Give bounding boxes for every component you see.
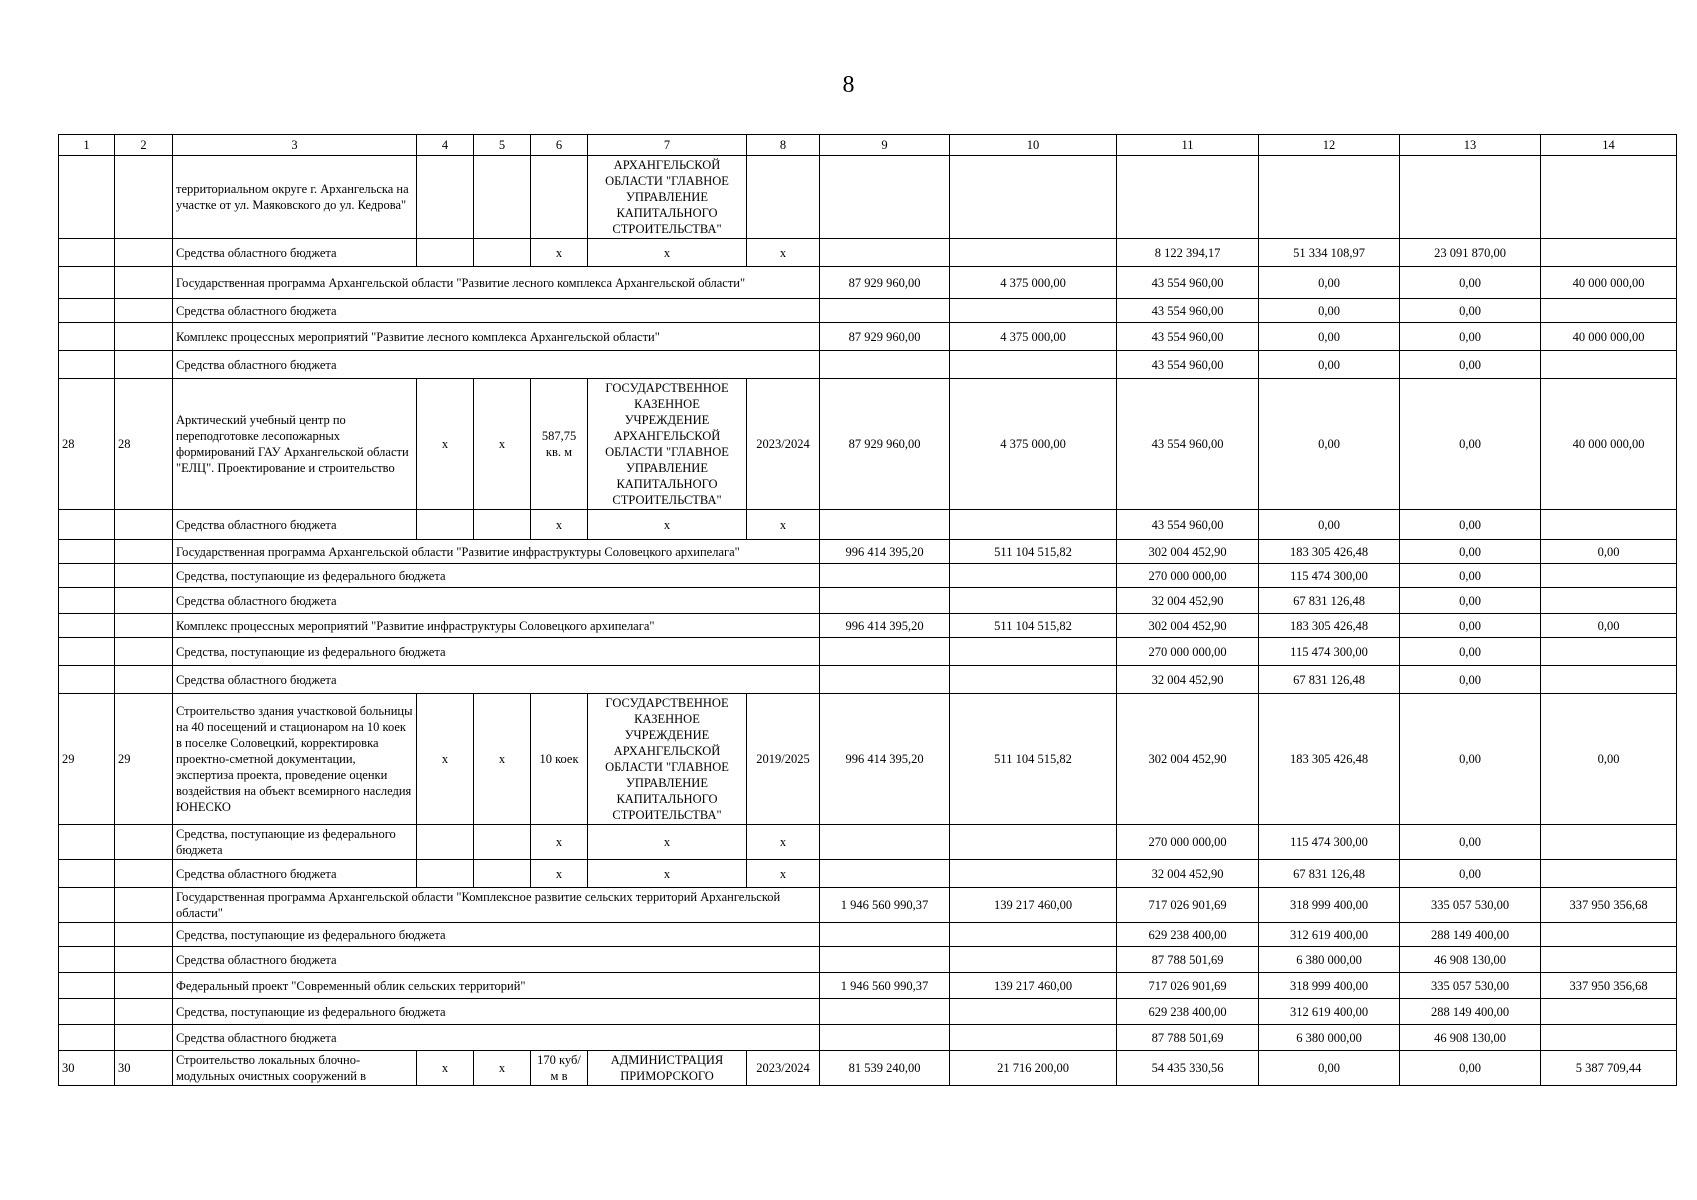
cell-col-4	[417, 156, 474, 239]
cell-col-7: ГОСУДАРСТВЕННОЕ КАЗЕННОЕ УЧРЕЖДЕНИЕ АРХАНГЕЛЬСКОЙ ОБЛАСТИ "ГЛАВНОЕ УПРАВЛЕНИЕ КАПИТАЛЬНОГО СТРОИТЕЛЬСТВА"	[588, 694, 747, 825]
cell-col-2	[115, 588, 173, 614]
cell-col-13: 0,00	[1400, 666, 1541, 694]
cell-col-11: 54 435 330,56	[1117, 1051, 1259, 1086]
cell-col-11: 43 554 960,00	[1117, 323, 1259, 351]
cell-col-10	[950, 999, 1117, 1025]
column-header-14: 14	[1541, 135, 1677, 156]
cell-col-9	[820, 588, 950, 614]
cell-col-12: 312 619 400,00	[1259, 999, 1400, 1025]
table-row	[59, 239, 1677, 267]
cell-col-13: 0,00	[1400, 323, 1541, 351]
cell-col-14	[1541, 923, 1677, 947]
cell-col-12: 115 474 300,00	[1259, 564, 1400, 588]
column-header-11: 11	[1117, 135, 1259, 156]
cell-col-2	[115, 973, 173, 999]
cell-col-14: 40 000 000,00	[1541, 379, 1677, 510]
cell-col-11: 43 554 960,00	[1117, 379, 1259, 510]
table-row	[59, 973, 1677, 999]
cell-col-13: 0,00	[1400, 614, 1541, 638]
cell-col-11: 302 004 452,90	[1117, 540, 1259, 564]
cell-col-14	[1541, 947, 1677, 973]
cell-col-1	[59, 638, 115, 666]
cell-col-9	[820, 923, 950, 947]
cell-col-11: 8 122 394,17	[1117, 239, 1259, 267]
cell-col-10	[950, 564, 1117, 588]
cell-col-4	[417, 825, 474, 860]
cell-col-1	[59, 1025, 115, 1051]
cell-col-12: 115 474 300,00	[1259, 825, 1400, 860]
column-header-4: 4	[417, 135, 474, 156]
cell-col-13: 46 908 130,00	[1400, 947, 1541, 973]
cell-col-12	[1259, 156, 1400, 239]
cell-col-12: 0,00	[1259, 299, 1400, 323]
cell-col-9: 996 414 395,20	[820, 540, 950, 564]
cell-col-3: Комплекс процессных мероприятий "Развитие инфраструктуры Соловецкого архипелага"	[173, 614, 820, 638]
cell-col-13: 288 149 400,00	[1400, 999, 1541, 1025]
cell-col-3: Государственная программа Архангельской области "Развитие лесного комплекса Архангельской области"	[173, 267, 820, 299]
cell-col-1: 28	[59, 379, 115, 510]
cell-col-8	[747, 156, 820, 239]
cell-col-12: 67 831 126,48	[1259, 588, 1400, 614]
cell-col-5	[474, 239, 531, 267]
cell-col-9: 81 539 240,00	[820, 1051, 950, 1086]
column-header-6: 6	[531, 135, 588, 156]
cell-col-6	[531, 156, 588, 239]
cell-col-11	[1117, 156, 1259, 239]
cell-col-5	[474, 860, 531, 888]
table-row	[59, 666, 1677, 694]
cell-col-10	[950, 666, 1117, 694]
cell-col-6: 587,75 кв. м	[531, 379, 588, 510]
table-row	[59, 1051, 1677, 1086]
cell-col-5: х	[474, 1051, 531, 1086]
cell-col-6: х	[531, 825, 588, 860]
cell-col-10	[950, 239, 1117, 267]
cell-col-11: 270 000 000,00	[1117, 825, 1259, 860]
cell-col-14: 0,00	[1541, 614, 1677, 638]
cell-col-14	[1541, 825, 1677, 860]
page-number: 8	[842, 72, 855, 98]
cell-col-7: АРХАНГЕЛЬСКОЙ ОБЛАСТИ "ГЛАВНОЕ УПРАВЛЕНИЕ КАПИТАЛЬНОГО СТРОИТЕЛЬСТВА"	[588, 156, 747, 239]
cell-col-9	[820, 351, 950, 379]
cell-col-11: 43 554 960,00	[1117, 299, 1259, 323]
cell-col-2: 30	[115, 1051, 173, 1086]
cell-col-12: 115 474 300,00	[1259, 638, 1400, 666]
cell-col-14: 337 950 356,68	[1541, 888, 1677, 923]
column-header-13: 13	[1400, 135, 1541, 156]
cell-col-14: 0,00	[1541, 694, 1677, 825]
cell-col-9: 996 414 395,20	[820, 614, 950, 638]
cell-col-11: 43 554 960,00	[1117, 510, 1259, 540]
cell-col-10	[950, 947, 1117, 973]
cell-col-11: 270 000 000,00	[1117, 638, 1259, 666]
cell-col-14	[1541, 666, 1677, 694]
cell-col-2	[115, 323, 173, 351]
cell-col-8: 2019/2025	[747, 694, 820, 825]
cell-col-10	[950, 299, 1117, 323]
cell-col-1: 29	[59, 694, 115, 825]
cell-col-12: 51 334 108,97	[1259, 239, 1400, 267]
cell-col-2	[115, 239, 173, 267]
cell-col-10	[950, 825, 1117, 860]
column-header-3: 3	[173, 135, 417, 156]
cell-col-3: Средства областного бюджета	[173, 351, 820, 379]
cell-col-12: 183 305 426,48	[1259, 540, 1400, 564]
table-row	[59, 888, 1677, 923]
cell-col-10	[950, 860, 1117, 888]
cell-col-9: 1 946 560 990,37	[820, 973, 950, 999]
cell-col-12: 0,00	[1259, 379, 1400, 510]
table-row	[59, 638, 1677, 666]
cell-col-3: Средства, поступающие из федерального бюджета	[173, 999, 820, 1025]
cell-col-14	[1541, 299, 1677, 323]
cell-col-14	[1541, 239, 1677, 267]
cell-col-9	[820, 299, 950, 323]
cell-col-1	[59, 923, 115, 947]
table-row	[59, 999, 1677, 1025]
cell-col-1	[59, 351, 115, 379]
cell-col-1	[59, 973, 115, 999]
cell-col-3: Средства, поступающие из федерального бюджета	[173, 638, 820, 666]
cell-col-3: Средства областного бюджета	[173, 239, 417, 267]
cell-col-12: 312 619 400,00	[1259, 923, 1400, 947]
cell-col-12: 183 305 426,48	[1259, 694, 1400, 825]
cell-col-12: 318 999 400,00	[1259, 973, 1400, 999]
cell-col-13: 0,00	[1400, 510, 1541, 540]
cell-col-9: 1 946 560 990,37	[820, 888, 950, 923]
cell-col-14	[1541, 860, 1677, 888]
cell-col-11: 87 788 501,69	[1117, 947, 1259, 973]
cell-col-13: 0,00	[1400, 299, 1541, 323]
cell-col-1: 30	[59, 1051, 115, 1086]
cell-col-3: Средства областного бюджета	[173, 1025, 820, 1051]
cell-col-8: х	[747, 825, 820, 860]
cell-col-10: 21 716 200,00	[950, 1051, 1117, 1086]
cell-col-10	[950, 156, 1117, 239]
cell-col-9	[820, 510, 950, 540]
table-row	[59, 323, 1677, 351]
cell-col-3: Средства областного бюджета	[173, 860, 417, 888]
cell-col-9: 87 929 960,00	[820, 323, 950, 351]
cell-col-2	[115, 351, 173, 379]
cell-col-7: х	[588, 860, 747, 888]
cell-col-13: 0,00	[1400, 825, 1541, 860]
cell-col-2: 29	[115, 694, 173, 825]
cell-col-5	[474, 510, 531, 540]
cell-col-13: 288 149 400,00	[1400, 923, 1541, 947]
table-row	[59, 923, 1677, 947]
cell-col-9: 87 929 960,00	[820, 379, 950, 510]
cell-col-8: х	[747, 239, 820, 267]
cell-col-10	[950, 923, 1117, 947]
cell-col-9	[820, 239, 950, 267]
cell-col-10: 4 375 000,00	[950, 379, 1117, 510]
cell-col-4	[417, 510, 474, 540]
cell-col-13: 0,00	[1400, 379, 1541, 510]
cell-col-14	[1541, 564, 1677, 588]
cell-col-2	[115, 999, 173, 1025]
cell-col-14: 0,00	[1541, 540, 1677, 564]
cell-col-3: Средства областного бюджета	[173, 588, 820, 614]
cell-col-7: х	[588, 825, 747, 860]
cell-col-12: 318 999 400,00	[1259, 888, 1400, 923]
cell-col-12: 0,00	[1259, 1051, 1400, 1086]
column-header-12: 12	[1259, 135, 1400, 156]
cell-col-5: х	[474, 379, 531, 510]
cell-col-8: х	[747, 510, 820, 540]
cell-col-9	[820, 860, 950, 888]
cell-col-12: 0,00	[1259, 323, 1400, 351]
cell-col-1	[59, 239, 115, 267]
cell-col-10: 511 104 515,82	[950, 614, 1117, 638]
cell-col-14	[1541, 351, 1677, 379]
cell-col-12: 6 380 000,00	[1259, 1025, 1400, 1051]
cell-col-14	[1541, 638, 1677, 666]
column-header-2: 2	[115, 135, 173, 156]
cell-col-12: 0,00	[1259, 510, 1400, 540]
cell-col-1	[59, 299, 115, 323]
cell-col-10	[950, 638, 1117, 666]
cell-col-9	[820, 947, 950, 973]
cell-col-1	[59, 540, 115, 564]
cell-col-14: 337 950 356,68	[1541, 973, 1677, 999]
cell-col-2	[115, 540, 173, 564]
table-row	[59, 947, 1677, 973]
column-header-1: 1	[59, 135, 115, 156]
cell-col-3: Арктический учебный центр по переподготовке лесопожарных формирований ГАУ Архангельской области "ЕЛЦ". Проектирование и строительство	[173, 379, 417, 510]
cell-col-1	[59, 564, 115, 588]
cell-col-8: 2023/2024	[747, 1051, 820, 1086]
table-row	[59, 564, 1677, 588]
table-row	[59, 694, 1677, 825]
table-row	[59, 510, 1677, 540]
table-row	[59, 299, 1677, 323]
cell-col-13: 0,00	[1400, 267, 1541, 299]
cell-col-13: 0,00	[1400, 351, 1541, 379]
table-row	[59, 379, 1677, 510]
cell-col-3: Строительство здания участковой больницы на 40 посещений и стационаром на 10 коек в поселке Соловецкий, корректировка проектно-сметной документации, экспертиза проекта, проведение оценки воздействия на объект всемирного наследия ЮНЕСКО	[173, 694, 417, 825]
table-row	[59, 588, 1677, 614]
cell-col-5	[474, 156, 531, 239]
cell-col-11: 87 788 501,69	[1117, 1025, 1259, 1051]
cell-col-4: х	[417, 1051, 474, 1086]
cell-col-1	[59, 860, 115, 888]
column-header-8: 8	[747, 135, 820, 156]
cell-col-2	[115, 888, 173, 923]
cell-col-10	[950, 510, 1117, 540]
cell-col-10: 139 217 460,00	[950, 888, 1117, 923]
cell-col-7: АДМИНИСТРАЦИЯ ПРИМОРСКОГО	[588, 1051, 747, 1086]
cell-col-3: Средства областного бюджета	[173, 666, 820, 694]
cell-col-2: 28	[115, 379, 173, 510]
cell-col-14: 40 000 000,00	[1541, 323, 1677, 351]
cell-col-13: 0,00	[1400, 588, 1541, 614]
cell-col-11: 32 004 452,90	[1117, 860, 1259, 888]
cell-col-11: 717 026 901,69	[1117, 973, 1259, 999]
cell-col-9	[820, 1025, 950, 1051]
cell-col-11: 302 004 452,90	[1117, 694, 1259, 825]
cell-col-10	[950, 351, 1117, 379]
cell-col-12: 0,00	[1259, 351, 1400, 379]
cell-col-3: территориальном округе г. Архангельска на участке от ул. Маяковского до ул. Кедрова"	[173, 156, 417, 239]
cell-col-13	[1400, 156, 1541, 239]
cell-col-10	[950, 588, 1117, 614]
cell-col-2	[115, 1025, 173, 1051]
cell-col-3: Средства областного бюджета	[173, 947, 820, 973]
cell-col-1	[59, 666, 115, 694]
cell-col-4	[417, 239, 474, 267]
cell-col-11: 32 004 452,90	[1117, 666, 1259, 694]
cell-col-9	[820, 999, 950, 1025]
cell-col-6: х	[531, 860, 588, 888]
cell-col-1	[59, 888, 115, 923]
column-header-5: 5	[474, 135, 531, 156]
cell-col-1	[59, 156, 115, 239]
cell-col-1	[59, 999, 115, 1025]
cell-col-11: 717 026 901,69	[1117, 888, 1259, 923]
cell-col-1	[59, 825, 115, 860]
cell-col-13: 46 908 130,00	[1400, 1025, 1541, 1051]
cell-col-13: 335 057 530,00	[1400, 888, 1541, 923]
table-row	[59, 351, 1677, 379]
header-row	[59, 135, 1677, 156]
cell-col-4: х	[417, 694, 474, 825]
table-row	[59, 860, 1677, 888]
cell-col-12: 0,00	[1259, 267, 1400, 299]
cell-col-9: 996 414 395,20	[820, 694, 950, 825]
cell-col-2	[115, 510, 173, 540]
investment-table	[58, 134, 1677, 1086]
cell-col-2	[115, 156, 173, 239]
table-body	[59, 156, 1677, 1086]
cell-col-11: 629 238 400,00	[1117, 923, 1259, 947]
cell-col-4: х	[417, 379, 474, 510]
cell-col-5: х	[474, 694, 531, 825]
cell-col-14	[1541, 156, 1677, 239]
cell-col-13: 0,00	[1400, 638, 1541, 666]
cell-col-3: Комплекс процессных мероприятий "Развитие лесного комплекса Архангельской области"	[173, 323, 820, 351]
cell-col-3: Средства областного бюджета	[173, 510, 417, 540]
column-header-10: 10	[950, 135, 1117, 156]
cell-col-3: Средства, поступающие из федерального бюджета	[173, 825, 417, 860]
cell-col-12: 183 305 426,48	[1259, 614, 1400, 638]
cell-col-2	[115, 564, 173, 588]
cell-col-2	[115, 638, 173, 666]
cell-col-2	[115, 947, 173, 973]
cell-col-3: Средства, поступающие из федерального бюджета	[173, 923, 820, 947]
cell-col-11: 43 554 960,00	[1117, 351, 1259, 379]
cell-col-3: Государственная программа Архангельской области "Развитие инфраструктуры Соловецкого архипелага"	[173, 540, 820, 564]
cell-col-8: 2023/2024	[747, 379, 820, 510]
cell-col-11: 302 004 452,90	[1117, 614, 1259, 638]
cell-col-2	[115, 614, 173, 638]
cell-col-12: 67 831 126,48	[1259, 860, 1400, 888]
cell-col-6: 10 коек	[531, 694, 588, 825]
cell-col-10: 4 375 000,00	[950, 267, 1117, 299]
cell-col-9	[820, 666, 950, 694]
table-row	[59, 1025, 1677, 1051]
cell-col-11: 270 000 000,00	[1117, 564, 1259, 588]
cell-col-12: 67 831 126,48	[1259, 666, 1400, 694]
cell-col-13: 335 057 530,00	[1400, 973, 1541, 999]
cell-col-2	[115, 267, 173, 299]
cell-col-10	[950, 1025, 1117, 1051]
cell-col-9	[820, 156, 950, 239]
cell-col-1	[59, 588, 115, 614]
cell-col-4	[417, 860, 474, 888]
table-row	[59, 156, 1677, 239]
cell-col-2	[115, 666, 173, 694]
cell-col-5	[474, 825, 531, 860]
cell-col-3: Государственная программа Архангельской области "Комплексное развитие сельских территорий Архангельской области"	[173, 888, 820, 923]
cell-col-6: 170 куб/м в	[531, 1051, 588, 1086]
cell-col-12: 6 380 000,00	[1259, 947, 1400, 973]
cell-col-13: 0,00	[1400, 860, 1541, 888]
cell-col-14	[1541, 510, 1677, 540]
column-header-7: 7	[588, 135, 747, 156]
cell-col-9	[820, 825, 950, 860]
cell-col-13: 0,00	[1400, 564, 1541, 588]
cell-col-10: 139 217 460,00	[950, 973, 1117, 999]
cell-col-3: Средства областного бюджета	[173, 299, 820, 323]
cell-col-3: Средства, поступающие из федерального бюджета	[173, 564, 820, 588]
cell-col-14	[1541, 999, 1677, 1025]
table-row	[59, 540, 1677, 564]
cell-col-13: 0,00	[1400, 1051, 1541, 1086]
cell-col-14: 40 000 000,00	[1541, 267, 1677, 299]
cell-col-11: 629 238 400,00	[1117, 999, 1259, 1025]
cell-col-10: 511 104 515,82	[950, 694, 1117, 825]
table-row	[59, 267, 1677, 299]
cell-col-14: 5 387 709,44	[1541, 1051, 1677, 1086]
cell-col-14	[1541, 1025, 1677, 1051]
table-row	[59, 825, 1677, 860]
cell-col-2	[115, 299, 173, 323]
cell-col-13: 23 091 870,00	[1400, 239, 1541, 267]
cell-col-7: х	[588, 239, 747, 267]
column-header-9: 9	[820, 135, 950, 156]
cell-col-7: х	[588, 510, 747, 540]
cell-col-1	[59, 267, 115, 299]
cell-col-13: 0,00	[1400, 540, 1541, 564]
cell-col-1	[59, 947, 115, 973]
cell-col-9	[820, 638, 950, 666]
cell-col-10: 511 104 515,82	[950, 540, 1117, 564]
cell-col-7: ГОСУДАРСТВЕННОЕ КАЗЕННОЕ УЧРЕЖДЕНИЕ АРХАНГЕЛЬСКОЙ ОБЛАСТИ "ГЛАВНОЕ УПРАВЛЕНИЕ КАПИТАЛЬНОГО СТРОИТЕЛЬСТВА"	[588, 379, 747, 510]
table-row	[59, 614, 1677, 638]
cell-col-1	[59, 510, 115, 540]
cell-col-2	[115, 923, 173, 947]
cell-col-10: 4 375 000,00	[950, 323, 1117, 351]
cell-col-1	[59, 614, 115, 638]
cell-col-2	[115, 825, 173, 860]
cell-col-11: 32 004 452,90	[1117, 588, 1259, 614]
cell-col-3: Федеральный проект "Современный облик сельских территорий"	[173, 973, 820, 999]
cell-col-9	[820, 564, 950, 588]
cell-col-11: 43 554 960,00	[1117, 267, 1259, 299]
cell-col-8: х	[747, 860, 820, 888]
cell-col-6: х	[531, 239, 588, 267]
cell-col-3: Строительство локальных блочно-модульных очистных сооружений в	[173, 1051, 417, 1086]
cell-col-2	[115, 860, 173, 888]
cell-col-6: х	[531, 510, 588, 540]
cell-col-1	[59, 323, 115, 351]
cell-col-9: 87 929 960,00	[820, 267, 950, 299]
cell-col-13: 0,00	[1400, 694, 1541, 825]
cell-col-14	[1541, 588, 1677, 614]
